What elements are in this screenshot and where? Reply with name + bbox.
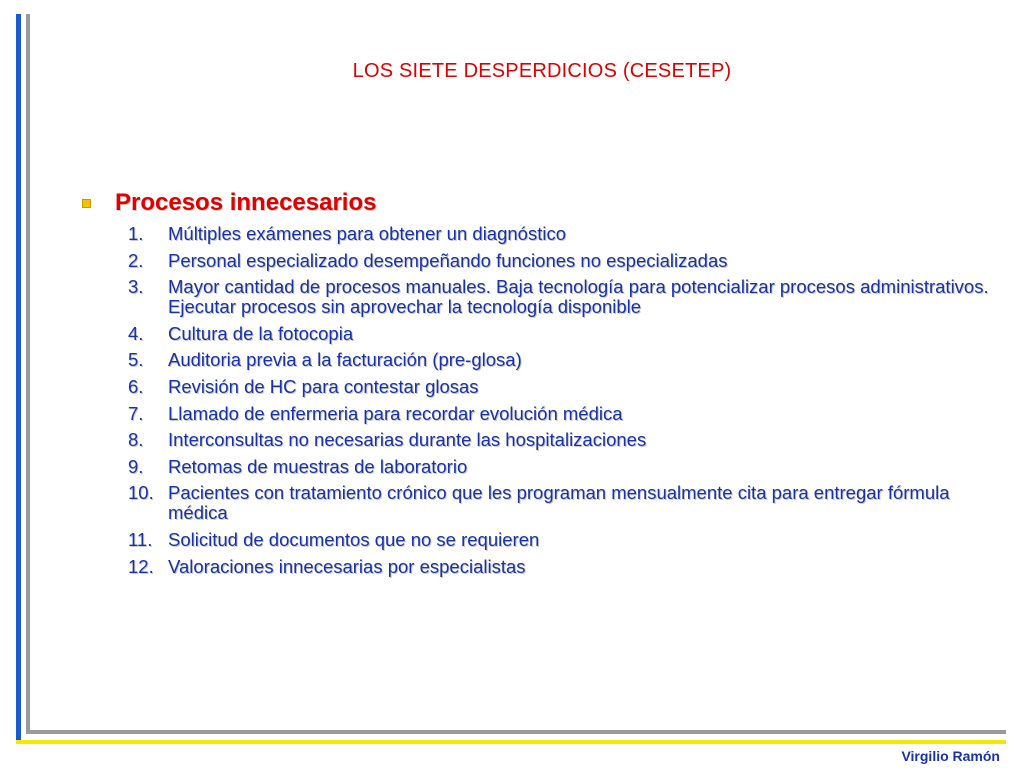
list-item — [78, 404, 1018, 424]
item-text: Cultura de la fotocopia — [168, 322, 354, 344]
left-blue-bar — [16, 14, 21, 744]
item-text: Mayor cantidad de procesos manuales. Baja tecnología para potencializar procesos administrativos. Ejecutar procesos sin aprovechar la tecnología disponible — [168, 276, 989, 318]
item-number: 9. — [128, 455, 144, 477]
item-number: 6. — [128, 375, 144, 397]
item-number: 2. — [128, 249, 144, 271]
item-text: Múltiples exámenes para obtener un diagnóstico — [168, 223, 566, 244]
section-heading: Procesos innecesarios — [115, 189, 377, 216]
item-number: 12. — [128, 555, 154, 577]
author-footer: Virgilio Ramón — [901, 748, 1000, 764]
square-bullet-icon — [82, 199, 91, 208]
item-number: 10. — [128, 482, 154, 504]
item-text: Valoraciones innecesarias por especialistas — [168, 555, 526, 577]
list-item — [78, 483, 1018, 523]
list-item — [78, 350, 1018, 370]
item-number: 7. — [128, 402, 144, 424]
list-item — [78, 377, 1018, 397]
item-number: 1. — [128, 223, 144, 244]
item-number: 3. — [128, 276, 144, 298]
item-number: 8. — [128, 429, 144, 451]
item-number: 5. — [128, 349, 144, 371]
list-item — [78, 251, 1018, 271]
left-gray-bar — [26, 14, 30, 734]
item-text: Auditoria previa a la facturación (pre-glosa) — [168, 349, 522, 371]
list-item — [78, 457, 1018, 477]
item-number: 11. — [128, 528, 153, 550]
item-text: Llamado de enfermeria para recordar evolución médica — [168, 402, 623, 424]
list-item — [78, 430, 1018, 450]
waste-list — [78, 224, 1018, 577]
bottom-gray-bar — [26, 730, 1006, 734]
bottom-yellow-bar — [16, 740, 1006, 744]
item-number: 4. — [128, 322, 144, 344]
item-text: Interconsultas no necesarias durante las hospitalizaciones — [168, 429, 647, 451]
list-item — [78, 557, 1018, 577]
list-item — [78, 324, 1018, 344]
item-text: Personal especializado desempeñando funciones no especializadas — [168, 249, 728, 271]
item-text: Pacientes con tratamiento crónico que les programan mensualmente cita para entregar fórmula médica — [168, 482, 950, 524]
item-text: Revisión de HC para contestar glosas — [168, 375, 479, 397]
section-heading-row — [78, 186, 1018, 220]
list-item — [78, 224, 1018, 244]
slide-title: LOS SIETE DESPERDICIOS (CESETEP) — [352, 60, 732, 82]
item-text: Retomas de muestras de laboratorio — [168, 455, 468, 477]
item-text: Solicitud de documentos que no se requieren — [168, 528, 540, 550]
list-item — [78, 277, 1018, 317]
list-item — [78, 530, 1018, 550]
slide-content — [78, 186, 1018, 583]
